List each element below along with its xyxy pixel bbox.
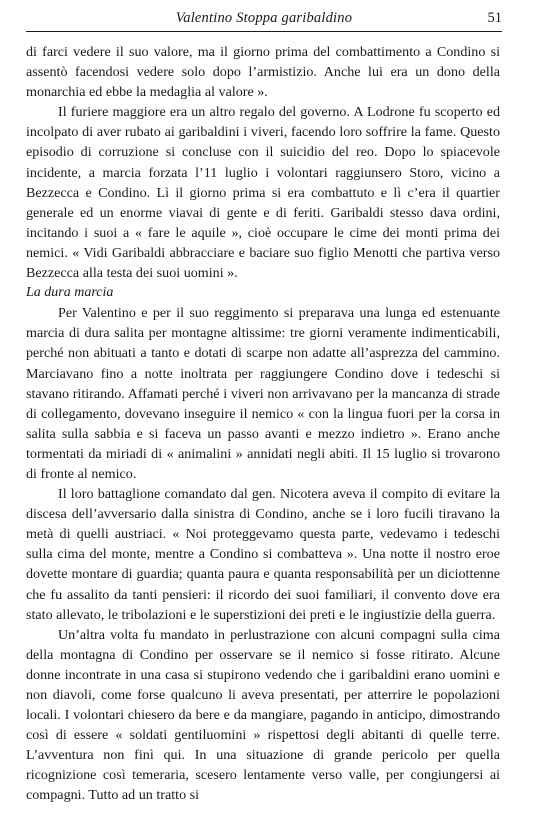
paragraph: Il loro battaglione comandato dal gen. Nicotera aveva il compito di evitare la discesa dell’avversario dalla sinistra di Condino, anche se i loro fucili tiravano la metà di quelli austriaci. « Noi proteggevamo questa parte, vedevamo i tedeschi sulla cima del monte, mentre a Condino si combatteva ». Una notte il nostro eroe dovette montare di guardia; quanta paura e quanta responsabilità per un diciottenne che fu assalito da tanti pensieri: il ricordo dei suoi familiari, il convento dove era stato allevato, le tribolazioni e le superstizioni dei preti e le ingiustizie della guerra.: [26, 486, 500, 623]
paragraph: Un’altra volta fu mandato in perlustrazione con alcuni compagni sulla cima della montagna di Condino per osservare se il nemico si fosse ritirato. Alcune donne incontrate in una casa si stupirono vedendo che i garibaldini erano uomini e non diavoli, come forse qualcuno li aveva presentati, per atterrire le popolazioni locali. I volontari chiesero da bere e da mangiare, pagando in anticipo, dimostrando così di essere « soldati gentiluomini » rispettosi degli abitanti di quelle terre. L’avventura non finì qui. In una situazione di grande pericolo per quella ricognizione così temeraria, scesero lentamente verso valle, per congiungersi ai compagni. Tutto ad un tratto si: [26, 626, 500, 804]
paragraph: Per Valentino e per il suo reggimento si preparava una lunga ed estenuante marcia di dura salita per montagne altissime: tre giorni veramente indimenticabili, perché non abituati a tanto e dotati di scarpe non adatte all’asprezza del cammino. Marciavano fino a notte inoltrata per raggiungere Condino dove i tedeschi si stavano ritirando. Affamati perché i viveri non arrivavano per la mancanza di strade di collegamento, dovevano inseguire il nemico « con la lingua fuori per la corsa in salita sulla sabbia e si faceva un passo avanti e mezzo indietro ». Erano anche tormentati da miriadi di « animalini » annidati negli abiti. Il 15 luglio si trovarono di fronte al nemico.: [26, 305, 500, 482]
body-text: [26, 42, 500, 806]
running-header: [26, 8, 502, 30]
paragraph-continued: di farci vedere il suo valore, ma il giorno prima del combattimento a Condino si assentò facendosi vedere solo dopo l’armistizio. Anche lui era un dono della monarchia ed ebbe la medaglia al valore ».: [26, 44, 500, 101]
paragraph: Il furiere maggiore era un altro regalo del governo. A Lodrone fu scoperto ed incolpato di aver rubato ai garibaldini i viveri, facendo loro soffrire la fame. Questo episodio di corruzione si concluse con il suicidio del reo. Dopo lo spiacevole incidente, a marcia forzata l’11 luglio i volontari raggiunsero Storo, vicino a Bezzecca e Condino. Lì il giorno prima si era combattuto e lì c’era il quartier generale ed un enorme viavai di gente e di feriti. Garibaldi stesso dava ordini, incitando i suoi a « fare le aquile », cioè occupare le cime dei monti prima dei nemici. « Vidi Garibaldi abbracciare e baciare suo figlio Menotti che partiva verso Bezzecca alla testa dei suoi uomini ».: [26, 104, 500, 282]
header-divider: [26, 31, 502, 32]
section-heading: La dura marcia: [26, 285, 114, 301]
running-title: Valentino Stoppa garibaldino: [175, 10, 353, 26]
page-number: 51: [487, 10, 502, 26]
